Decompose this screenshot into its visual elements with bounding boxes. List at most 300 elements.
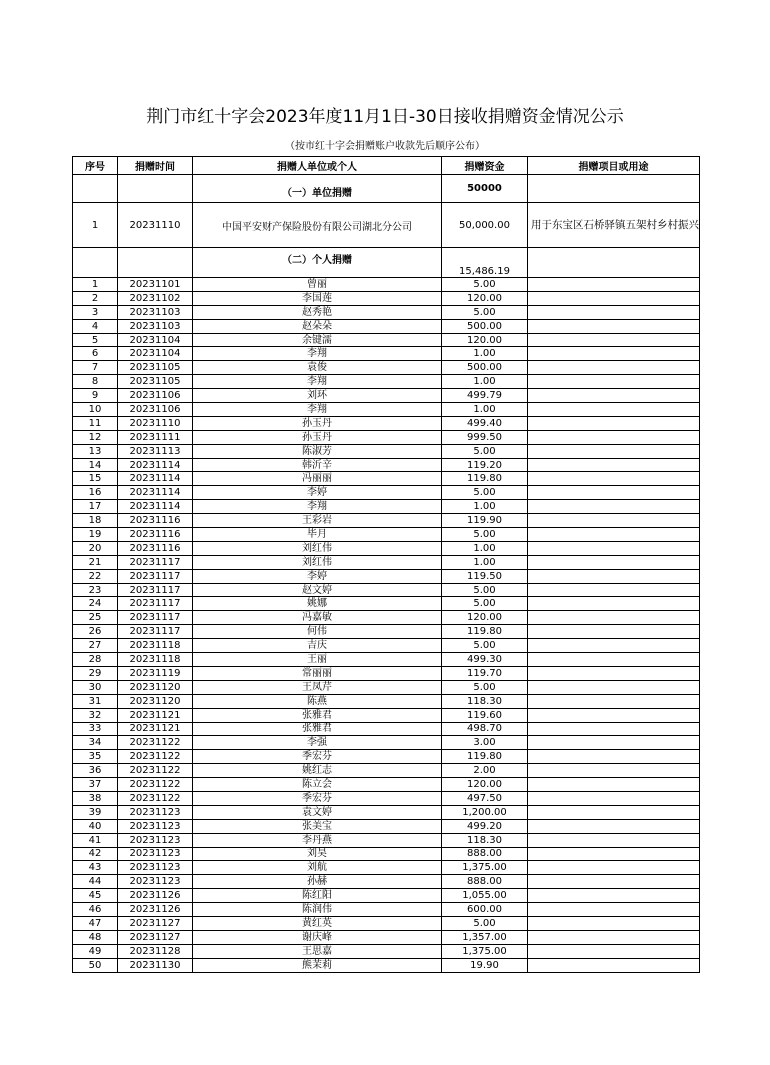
cell-no: 36: [73, 764, 118, 778]
cell-date: 20231103: [118, 319, 193, 333]
cell-donor: 熊茉莉: [193, 958, 442, 972]
cell-amount: 118.30: [442, 833, 528, 847]
table-row: [73, 889, 700, 903]
cell-purpose: [528, 694, 700, 708]
cell-no: 43: [73, 861, 118, 875]
cell-donor: 谢庆峰: [193, 930, 442, 944]
cell-purpose: [528, 680, 700, 694]
cell-date: 20231123: [118, 805, 193, 819]
cell-purpose: [528, 375, 700, 389]
cell-date: 20231123: [118, 833, 193, 847]
cell-amount: 1.00: [442, 403, 528, 417]
header-serial-no: 序号: [73, 157, 118, 175]
cell-date: 20231122: [118, 750, 193, 764]
cell-date: 20231119: [118, 666, 193, 680]
cell-purpose: [528, 486, 700, 500]
table-row: [73, 555, 700, 569]
cell-date: 20231117: [118, 569, 193, 583]
cell-purpose: [528, 903, 700, 917]
cell-no: 46: [73, 903, 118, 917]
cell-donor: 冯丽丽: [193, 472, 442, 486]
cell-purpose: [528, 778, 700, 792]
section-individual-row: [73, 248, 700, 278]
table-row: [73, 903, 700, 917]
cell-no: 49: [73, 944, 118, 958]
cell-no: 18: [73, 514, 118, 528]
cell-no: 32: [73, 708, 118, 722]
cell-donor: 陈红阳: [193, 889, 442, 903]
section-individual-label: （二）个人捐赠: [193, 248, 442, 278]
cell-amount: 119.60: [442, 708, 528, 722]
cell-amount: 888.00: [442, 847, 528, 861]
cell-donor: 张雅君: [193, 708, 442, 722]
cell-no: 44: [73, 875, 118, 889]
section-org-row: [73, 175, 700, 203]
table-row: [73, 347, 700, 361]
cell-no: 16: [73, 486, 118, 500]
header-amount: 捐赠资金: [442, 157, 528, 175]
cell-donor: 刘环: [193, 389, 442, 403]
table-row: [73, 736, 700, 750]
cell-purpose: [528, 764, 700, 778]
section-org-total: 50000: [442, 175, 528, 203]
cell-date: 20231116: [118, 514, 193, 528]
cell-purpose: [528, 625, 700, 639]
cell-purpose: [528, 403, 700, 417]
cell-amount: 19.90: [442, 958, 528, 972]
cell-donor: 陈润伟: [193, 903, 442, 917]
cell-date: 20231117: [118, 555, 193, 569]
cell-donor: 李国莲: [193, 291, 442, 305]
cell-donor: 季宏芬: [193, 750, 442, 764]
cell-date: 20231120: [118, 694, 193, 708]
cell-date: 20231114: [118, 458, 193, 472]
table-row: [73, 680, 700, 694]
cell-no: 15: [73, 472, 118, 486]
table-row: [73, 583, 700, 597]
table-row: [73, 916, 700, 930]
cell-amount: 5.00: [442, 916, 528, 930]
cell-date: 20231111: [118, 430, 193, 444]
cell-date: 20231123: [118, 847, 193, 861]
cell-no: 39: [73, 805, 118, 819]
cell-date: 20231106: [118, 403, 193, 417]
table-row: [73, 930, 700, 944]
cell-donor: 王丽: [193, 653, 442, 667]
cell-donor: 袁文婷: [193, 805, 442, 819]
cell-donor: 姚红志: [193, 764, 442, 778]
header-donation-date: 捐赠时间: [118, 157, 193, 175]
cell-date: 20231122: [118, 778, 193, 792]
cell-donor: 姚娜: [193, 597, 442, 611]
cell-purpose: [528, 722, 700, 736]
cell-donor: 陈立会: [193, 778, 442, 792]
cell-date: 20231122: [118, 736, 193, 750]
page-title: 荆门市红十字会2023年度11月1日-30日接收捐赠资金情况公示: [146, 107, 624, 127]
cell-no: 7: [73, 361, 118, 375]
cell-no: 5: [73, 333, 118, 347]
table-row: [73, 958, 700, 972]
cell-no: 34: [73, 736, 118, 750]
table-row: [73, 694, 700, 708]
cell-amount: 1.00: [442, 541, 528, 555]
cell-purpose: [528, 472, 700, 486]
page-subtitle: （按市红十字会捐赠账户收款先后顺序公布）: [285, 141, 485, 152]
cell-donor: 李翔: [193, 403, 442, 417]
cell-purpose: [528, 944, 700, 958]
cell-amount: 5.00: [442, 597, 528, 611]
cell-amount: 3.00: [442, 736, 528, 750]
cell-donor: 季宏芬: [193, 791, 442, 805]
cell-purpose: [528, 875, 700, 889]
cell-date: 20231114: [118, 486, 193, 500]
cell-no: 8: [73, 375, 118, 389]
donation-table: [72, 156, 700, 973]
cell-amount: 1,375.00: [442, 861, 528, 875]
cell-date: 20231123: [118, 875, 193, 889]
cell-date: 20231126: [118, 889, 193, 903]
cell-amount: 119.80: [442, 472, 528, 486]
org-row-no: 1: [73, 203, 118, 248]
cell-no: 11: [73, 416, 118, 430]
cell-donor: 王凤芹: [193, 680, 442, 694]
cell-donor: 刘航: [193, 861, 442, 875]
cell-amount: 5.00: [442, 305, 528, 319]
cell-purpose: [528, 541, 700, 555]
table-row: [73, 278, 700, 292]
cell-amount: 2.00: [442, 764, 528, 778]
cell-date: 20231122: [118, 764, 193, 778]
table-row: [73, 319, 700, 333]
cell-date: 20231101: [118, 278, 193, 292]
cell-purpose: [528, 736, 700, 750]
cell-purpose: [528, 750, 700, 764]
table-row: [73, 944, 700, 958]
cell-date: 20231117: [118, 611, 193, 625]
table-row: [73, 875, 700, 889]
cell-no: 50: [73, 958, 118, 972]
cell-purpose: [528, 819, 700, 833]
cell-no: 40: [73, 819, 118, 833]
cell-purpose: [528, 583, 700, 597]
cell-no: 31: [73, 694, 118, 708]
cell-purpose: [528, 666, 700, 680]
cell-purpose: [528, 569, 700, 583]
cell-donor: 刘昊: [193, 847, 442, 861]
cell-donor: 李翔: [193, 500, 442, 514]
cell-donor: 刘红伟: [193, 555, 442, 569]
table-row: [73, 291, 700, 305]
cell-donor: 陈燕: [193, 694, 442, 708]
cell-amount: 1.00: [442, 555, 528, 569]
cell-date: 20231121: [118, 708, 193, 722]
cell-amount: 999.50: [442, 430, 528, 444]
cell-no: 30: [73, 680, 118, 694]
table-row: [73, 333, 700, 347]
cell-purpose: [528, 958, 700, 972]
cell-purpose: [528, 514, 700, 528]
cell-amount: 1.00: [442, 375, 528, 389]
cell-purpose: [528, 444, 700, 458]
cell-donor: 陈淑芳: [193, 444, 442, 458]
cell-amount: 119.50: [442, 569, 528, 583]
cell-amount: 500.00: [442, 319, 528, 333]
cell-donor: 李强: [193, 736, 442, 750]
cell-no: 20: [73, 541, 118, 555]
cell-date: 20231121: [118, 722, 193, 736]
cell-date: 20231116: [118, 541, 193, 555]
cell-no: 38: [73, 791, 118, 805]
cell-purpose: [528, 653, 700, 667]
cell-amount: 5.00: [442, 583, 528, 597]
cell-purpose: [528, 333, 700, 347]
cell-no: 1: [73, 278, 118, 292]
org-row-donor: 中国平安财产保险股份有限公司湖北分公司: [193, 203, 442, 248]
cell-purpose: [528, 708, 700, 722]
table-row: [73, 486, 700, 500]
cell-no: 48: [73, 930, 118, 944]
cell-date: 20231104: [118, 347, 193, 361]
cell-no: 19: [73, 528, 118, 542]
header-donor: 捐赠人单位或个人: [193, 157, 442, 175]
cell-no: 35: [73, 750, 118, 764]
table-row: [73, 819, 700, 833]
cell-date: 20231117: [118, 583, 193, 597]
cell-purpose: [528, 861, 700, 875]
cell-no: 14: [73, 458, 118, 472]
cell-purpose: [528, 597, 700, 611]
cell-amount: 120.00: [442, 611, 528, 625]
table-row: [73, 764, 700, 778]
cell-no: 17: [73, 500, 118, 514]
cell-purpose: [528, 916, 700, 930]
cell-no: 37: [73, 778, 118, 792]
cell-date: 20231104: [118, 333, 193, 347]
cell-purpose: [528, 361, 700, 375]
cell-amount: 120.00: [442, 778, 528, 792]
table-row: [73, 805, 700, 819]
cell-purpose: [528, 555, 700, 569]
cell-amount: 498.70: [442, 722, 528, 736]
cell-no: 28: [73, 653, 118, 667]
table-row: [73, 444, 700, 458]
section-individual-total: 15,486.19: [442, 248, 528, 278]
cell-donor: 何伟: [193, 625, 442, 639]
cell-purpose: [528, 430, 700, 444]
table-row: [73, 861, 700, 875]
cell-donor: 冯嘉敏: [193, 611, 442, 625]
cell-amount: 119.90: [442, 514, 528, 528]
cell-date: 20231128: [118, 944, 193, 958]
cell-no: 26: [73, 625, 118, 639]
cell-no: 6: [73, 347, 118, 361]
cell-purpose: [528, 291, 700, 305]
cell-date: 20231114: [118, 472, 193, 486]
cell-amount: 5.00: [442, 680, 528, 694]
cell-amount: 5.00: [442, 444, 528, 458]
table-row: [73, 430, 700, 444]
cell-donor: 赵朵朵: [193, 319, 442, 333]
cell-purpose: [528, 791, 700, 805]
cell-no: 4: [73, 319, 118, 333]
table-row: [73, 653, 700, 667]
cell-amount: 119.80: [442, 750, 528, 764]
cell-amount: 1,200.00: [442, 805, 528, 819]
cell-no: 41: [73, 833, 118, 847]
cell-donor: 王思嘉: [193, 944, 442, 958]
cell-amount: 1,357.00: [442, 930, 528, 944]
cell-amount: 119.20: [442, 458, 528, 472]
cell-purpose: [528, 930, 700, 944]
cell-no: 47: [73, 916, 118, 930]
cell-purpose: [528, 305, 700, 319]
cell-date: 20231103: [118, 305, 193, 319]
org-row-date: 20231110: [118, 203, 193, 248]
cell-donor: 韩沂辛: [193, 458, 442, 472]
table-row: [73, 625, 700, 639]
cell-date: 20231118: [118, 639, 193, 653]
table-row: [73, 472, 700, 486]
cell-date: 20231127: [118, 930, 193, 944]
cell-no: 21: [73, 555, 118, 569]
cell-no: 2: [73, 291, 118, 305]
cell-donor: 赵秀艳: [193, 305, 442, 319]
table-row: [73, 611, 700, 625]
cell-no: 45: [73, 889, 118, 903]
cell-amount: 118.30: [442, 694, 528, 708]
cell-donor: 常丽丽: [193, 666, 442, 680]
cell-date: 20231130: [118, 958, 193, 972]
cell-amount: 888.00: [442, 875, 528, 889]
table-row: [73, 403, 700, 417]
cell-no: 24: [73, 597, 118, 611]
cell-donor: 曾丽: [193, 278, 442, 292]
cell-amount: 499.40: [442, 416, 528, 430]
table-row: [73, 569, 700, 583]
cell-donor: 孙玉丹: [193, 416, 442, 430]
cell-date: 20231114: [118, 500, 193, 514]
table-row: [73, 541, 700, 555]
cell-amount: 600.00: [442, 903, 528, 917]
cell-date: 20231110: [118, 416, 193, 430]
table-row: [73, 666, 700, 680]
cell-date: 20231105: [118, 375, 193, 389]
cell-purpose: [528, 319, 700, 333]
section-org-label: （一）单位捐赠: [193, 175, 442, 203]
cell-date: 20231126: [118, 903, 193, 917]
cell-donor: 孙赫: [193, 875, 442, 889]
cell-date: 20231106: [118, 389, 193, 403]
table-row: [73, 750, 700, 764]
header-row: [73, 157, 700, 175]
cell-no: 10: [73, 403, 118, 417]
header-purpose: 捐赠项目或用途: [528, 157, 700, 175]
cell-donor: 袁俊: [193, 361, 442, 375]
cell-donor: 李婷: [193, 486, 442, 500]
table-row: [73, 597, 700, 611]
table-row: [73, 778, 700, 792]
cell-amount: 1.00: [442, 500, 528, 514]
cell-date: 20231117: [118, 625, 193, 639]
table-row: [73, 791, 700, 805]
cell-no: 3: [73, 305, 118, 319]
cell-date: 20231118: [118, 653, 193, 667]
cell-donor: 张美宝: [193, 819, 442, 833]
cell-donor: 王彩岩: [193, 514, 442, 528]
cell-purpose: [528, 458, 700, 472]
cell-date: 20231123: [118, 861, 193, 875]
cell-donor: 孙玉丹: [193, 430, 442, 444]
cell-purpose: [528, 639, 700, 653]
table-row: [73, 305, 700, 319]
cell-date: 20231117: [118, 597, 193, 611]
table-row: [73, 833, 700, 847]
cell-amount: 497.50: [442, 791, 528, 805]
cell-donor: 毕月: [193, 528, 442, 542]
cell-no: 13: [73, 444, 118, 458]
table-row: [73, 458, 700, 472]
cell-purpose: [528, 416, 700, 430]
cell-purpose: [528, 528, 700, 542]
table-row: [73, 639, 700, 653]
cell-donor: 余键濡: [193, 333, 442, 347]
cell-date: 20231116: [118, 528, 193, 542]
cell-amount: 1.00: [442, 347, 528, 361]
cell-donor: 李婷: [193, 569, 442, 583]
table-row: [73, 375, 700, 389]
cell-date: 20231123: [118, 819, 193, 833]
cell-purpose: [528, 889, 700, 903]
table-row: [73, 847, 700, 861]
cell-no: 9: [73, 389, 118, 403]
cell-amount: 499.30: [442, 653, 528, 667]
cell-purpose: [528, 611, 700, 625]
cell-no: 25: [73, 611, 118, 625]
cell-donor: 李翔: [193, 375, 442, 389]
cell-date: 20231113: [118, 444, 193, 458]
cell-purpose: [528, 833, 700, 847]
table-row: [73, 389, 700, 403]
cell-amount: 5.00: [442, 486, 528, 500]
cell-date: 20231120: [118, 680, 193, 694]
table-row: [73, 708, 700, 722]
table-row: [73, 514, 700, 528]
cell-no: 42: [73, 847, 118, 861]
cell-donor: 赵文婷: [193, 583, 442, 597]
cell-purpose: [528, 805, 700, 819]
org-row-purpose: 用于东宝区石桥驿镇五架村乡村振兴: [528, 203, 700, 248]
org-row-amount: 50,000.00: [442, 203, 528, 248]
cell-donor: 李丹燕: [193, 833, 442, 847]
cell-purpose: [528, 847, 700, 861]
cell-donor: 刘红伟: [193, 541, 442, 555]
org-donation-row: [73, 203, 700, 248]
cell-donor: 张雅君: [193, 722, 442, 736]
cell-donor: 李翔: [193, 347, 442, 361]
cell-amount: 1,055.00: [442, 889, 528, 903]
cell-amount: 119.80: [442, 625, 528, 639]
cell-no: 29: [73, 666, 118, 680]
cell-amount: 120.00: [442, 333, 528, 347]
cell-amount: 119.70: [442, 666, 528, 680]
cell-date: 20231122: [118, 791, 193, 805]
cell-no: 22: [73, 569, 118, 583]
cell-purpose: [528, 389, 700, 403]
cell-amount: 5.00: [442, 528, 528, 542]
cell-date: 20231105: [118, 361, 193, 375]
cell-purpose: [528, 500, 700, 514]
cell-no: 23: [73, 583, 118, 597]
